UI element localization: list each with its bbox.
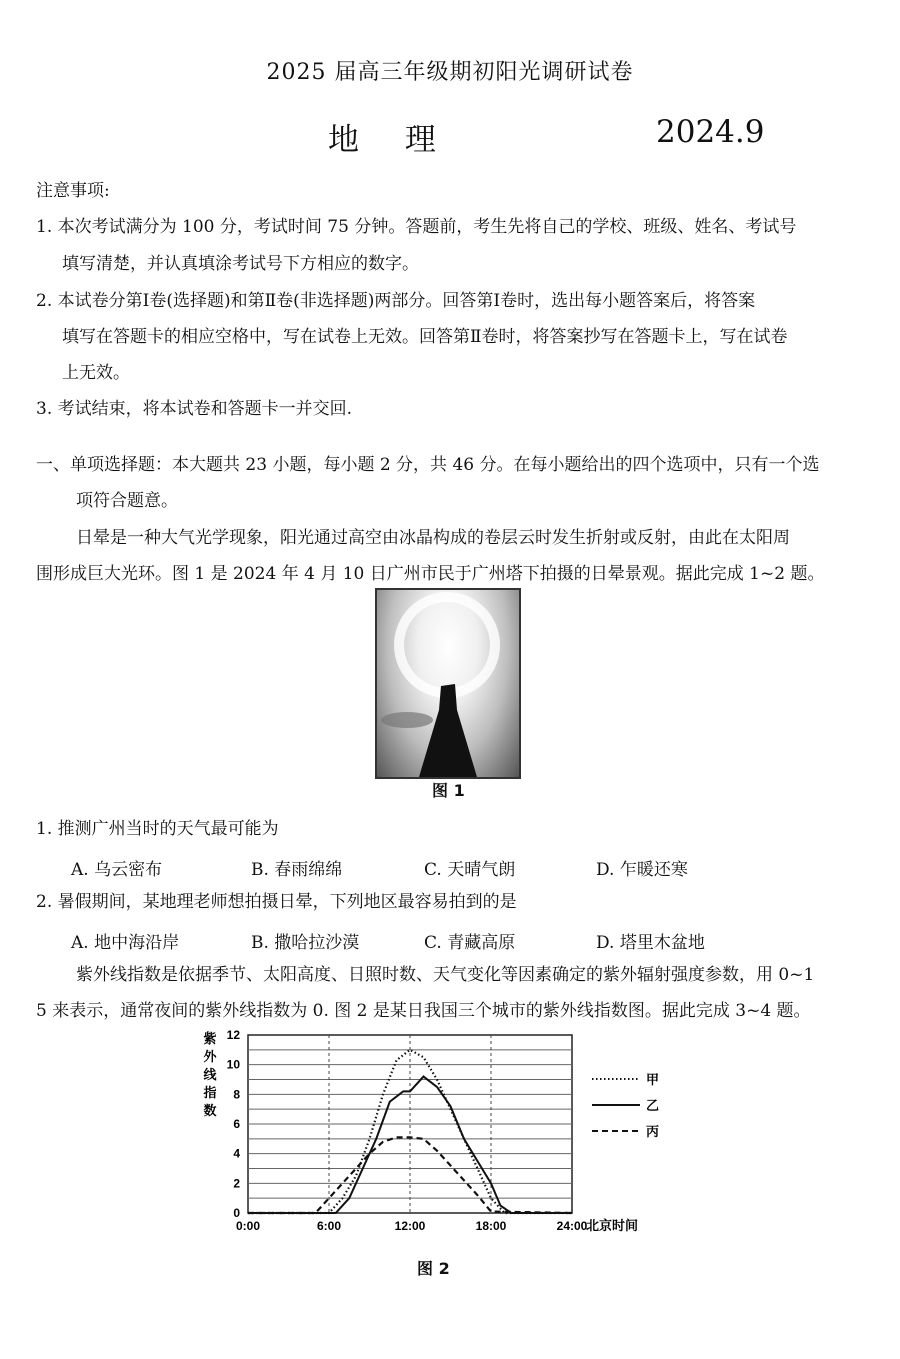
y-axis-label-char: 外 [203,1050,217,1065]
q1-option-d: D. 乍暖还寒 [596,860,688,880]
y-tick-label: 12 [226,1028,240,1042]
y-tick-label: 10 [226,1057,240,1072]
section-heading-cont: 项符合题意。 [76,491,178,511]
q2-option-d: D. 塔里木盆地 [596,933,705,953]
x-tick-label: 12:00 [394,1219,426,1233]
notice-item: 上无效。 [62,363,130,383]
passage-line: 围形成巨大光环。图 1 是 2024 年 4 月 10 日广州市民于广州塔下拍摄的日晕景观。据此完成 1~2 题。 [36,564,825,584]
subject-title: 地 理 [328,122,454,158]
notice-item: 填写在答题卡的相应空格中，写在试卷上无效。回答第Ⅱ卷时，将答案抄写在答题卡上，写在试卷 [62,327,788,347]
legend-label: 乙 [646,1099,660,1114]
y-tick-label: 8 [233,1087,240,1102]
q1-option-c: C. 天晴气朗 [424,860,516,880]
question-2-stem: 2. 暑假期间，某地理老师想拍摄日晕，下列地区最容易拍到的是 [36,892,517,912]
notice-item: 填写清楚，并认真填涂考试号下方相应的数字。 [62,254,419,274]
legend-label: 丙 [646,1125,660,1140]
x-tick-label: 6:00 [316,1219,342,1233]
exam-title: 2025 届高三年级期初阳光调研试卷 [266,60,634,85]
q1-option-a: A. 乌云密布 [71,860,163,880]
sun-halo-photo [375,588,521,779]
q1-option-b: B. 春雨绵绵 [251,860,343,880]
x-tick-label: 18:00 [475,1219,507,1233]
passage-line: 紫外线指数是依据季节、太阳高度、日照时数、天气变化等因素确定的紫外辐射强度参数，用 0~1 [76,965,815,985]
x-tick-label: 24:00 [556,1219,588,1233]
notice-item: 3. 考试结束，将本试卷和答题卡一并交回. [36,399,353,419]
notice-heading: 注意事项: [36,181,110,201]
y-tick-label: 6 [233,1117,240,1131]
question-1-stem: 1. 推测广州当时的天气最可能为 [36,819,279,839]
passage-line: 5 来表示，通常夜间的紫外线指数为 0. 图 2 是某日我国三个城市的紫外线指数图。据此完成 3~4 题。 [36,1001,811,1021]
y-tick-label: 0 [233,1206,240,1220]
section-heading: 一、单项选择题：本大题共 23 小题，每小题 2 分，共 46 分。在每小题给出的四个选项中，只有一个选 [36,455,820,475]
figure1-caption: 图 1 [432,781,465,800]
uv-index-chart [200,1023,660,1283]
y-axis-label-char: 线 [203,1068,217,1083]
q2-option-b: B. 撒哈拉沙漠 [251,933,360,953]
exam-date: 2024.9 [656,114,765,150]
passage-line: 日晕是一种大气光学现象，阳光通过高空由冰晶构成的卷层云时发生折射或反射，由此在太阳周 [76,528,790,548]
x-tick-label: 0:00 [235,1219,261,1233]
uv-chart-svg [200,1023,660,1283]
legend-label: 甲 [646,1073,660,1088]
q2-option-a: A. 地中海沿岸 [71,933,180,953]
notice-item: 1. 本次考试满分为 100 分，考试时间 75 分钟。答题前，考生先将自己的学校、班级、姓名、考试号 [36,217,797,237]
notice-item: 2. 本试卷分第Ⅰ卷(选择题)和第Ⅱ卷(非选择题)两部分。回答第Ⅰ卷时，选出每小题答案后，将答案 [36,291,756,311]
y-axis-label-char: 指 [203,1086,217,1101]
y-tick-label: 2 [233,1176,240,1191]
figure2-caption: 图 2 [417,1259,450,1278]
y-axis-label-char: 数 [203,1104,217,1119]
canton-tower-illustration [377,590,519,777]
x-axis-label: 北京时间 [586,1219,639,1234]
q2-option-c: C. 青藏高原 [424,933,516,953]
y-tick-label: 4 [233,1146,240,1161]
y-axis-label-char: 紫 [203,1032,217,1047]
